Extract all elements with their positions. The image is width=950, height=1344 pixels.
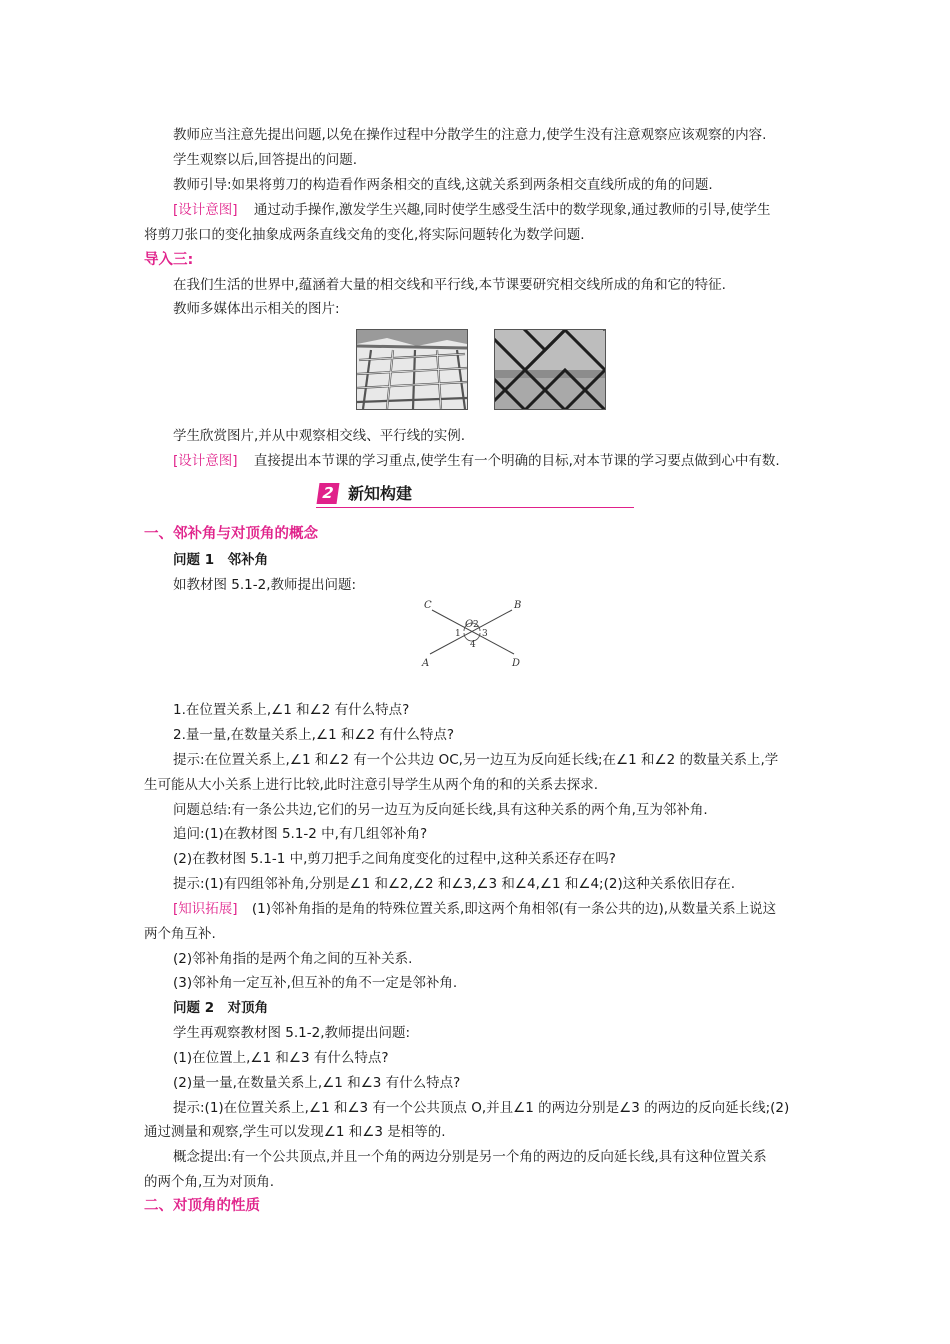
hint3-line-2: 通过测量和观察,学生可以发现∠1 和∠3 是相等的. xyxy=(144,1124,446,1140)
intro-line-3: 教师引导:如果将剪刀的构造看作两条相交的直线,这就关系到两条相交直线所成的角的问题. xyxy=(173,177,713,193)
section-number-badge: 2 xyxy=(317,483,340,504)
question2-intro: 学生再观察教材图 5.1-2,教师提出问题: xyxy=(173,1025,411,1041)
design-intent-text: 通过动手操作,激发学生兴趣,同时使学生感受生活中的数学现象,通过教师的引导,使学生 xyxy=(253,202,771,218)
point-label-o: O xyxy=(465,619,474,630)
design-intent-tag: [设计意图] xyxy=(173,453,238,469)
intro3-line-3: 学生欣赏图片,并从中观察相交线、平行线的实例. xyxy=(173,428,466,444)
knowledge-extension-1-cont: 两个角互补. xyxy=(144,926,216,942)
section-banner-title: 新知构建 xyxy=(348,484,413,503)
design-intent-text: 直接提出本节课的学习重点,使学生有一个明确的目标,对本节课的学习要点做到心中有数. xyxy=(253,453,780,469)
follow-up-1: 追问:(1)在教材图 5.1-2 中,有几组邻补角? xyxy=(173,826,428,842)
knowledge-extension-tag: [知识拓展] xyxy=(173,901,238,917)
hint3-line-1: 提示:(1)在位置关系上,∠1 和∠3 有一个公共顶点 O,并且∠1 的两边分别是∠3 的两边的反向延长线;(2) xyxy=(173,1100,790,1116)
road-grid-photo xyxy=(356,329,468,410)
knowledge-extension-text: (1)邻补角指的是角的特殊位置关系,即这两个角相邻(有一条公共的边),从数量关系上说这 xyxy=(251,901,777,917)
intro3-line-1: 在我们生活的世界中,蕴涵着大量的相交线和平行线,本节课要研究相交线所成的角和它的特征. xyxy=(173,277,726,293)
concept-line-1: 概念提出:有一个公共顶点,并且一个角的两边分别是另一个角的两边的反向延长线,具有这种位置关系 xyxy=(173,1149,767,1165)
question1-item-1: 1.在位置关系上,∠1 和∠2 有什么特点? xyxy=(173,702,410,718)
knowledge-extension-2: (2)邻补角指的是两个角之间的互补关系. xyxy=(173,951,413,967)
point-label-c: C xyxy=(424,600,432,611)
knowledge-extension-3: (3)邻补角一定互补,但互补的角不一定是邻补角. xyxy=(173,975,458,991)
section-banner xyxy=(316,481,634,508)
intersecting-lines-diagram xyxy=(412,596,532,672)
hint2: 提示:(1)有四组邻补角,分别是∠1 和∠2,∠2 和∠3,∠3 和∠4,∠1 和∠4;(2)这种关系依旧存在. xyxy=(173,876,735,892)
intro-line-2: 学生观察以后,回答提出的问题. xyxy=(173,152,358,168)
hint1-line-1: 提示:在位置关系上,∠1 和∠2 有一个公共边 OC,另一边互为反向延长线;在∠1 和∠2 的数量关系上,学 xyxy=(173,752,779,768)
question1-title: 问题 1 邻补角 xyxy=(173,552,269,568)
point-label-b: B xyxy=(514,600,522,611)
concept-line-2: 的两个角,互为对顶角. xyxy=(144,1174,275,1190)
design-intent-tag: [设计意图] xyxy=(173,202,238,218)
hint1-line-2: 生可能从大小关系上进行比较,此时注意引导学生从两个角的和的关系去探求. xyxy=(144,777,599,793)
road-grid-image xyxy=(357,330,467,409)
intro3-line-2: 教师多媒体出示相关的图片: xyxy=(173,301,340,317)
intro-line-1: 教师应当注意先提出问题,以免在操作过程中分散学生的注意力,使学生没有注意观察应该观察的内容. xyxy=(173,127,767,143)
design-intent-1-cont: 将剪刀张口的变化抽象成两条直线交角的变化,将实际问题转化为数学问题. xyxy=(144,227,585,243)
point-label-a: A xyxy=(422,658,430,669)
fence-image xyxy=(495,330,605,409)
question2-item-1: (1)在位置上,∠1 和∠3 有什么特点? xyxy=(173,1050,389,1066)
fence-photo xyxy=(494,329,606,410)
section2-heading: 二、对顶角的性质 xyxy=(144,1198,260,1214)
question2-item-2: (2)量一量,在数量关系上,∠1 和∠3 有什么特点? xyxy=(173,1075,461,1091)
angle-label-1: 1 xyxy=(455,629,461,639)
angle-label-4: 4 xyxy=(470,640,476,650)
question1-item-2: 2.量一量,在数量关系上,∠1 和∠2 有什么特点? xyxy=(173,727,455,743)
question1-intro: 如教材图 5.1-2,教师提出问题: xyxy=(173,577,357,593)
angle-label-3: 3 xyxy=(482,629,488,639)
section1-heading: 一、邻补角与对顶角的概念 xyxy=(144,526,318,542)
follow-up-2: (2)在教材图 5.1-1 中,剪刀把手之间角度变化的过程中,这种关系还存在吗? xyxy=(173,851,616,867)
question1-summary: 问题总结:有一条公共边,它们的另一边互为反向延长线,具有这种关系的两个角,互为邻补角. xyxy=(173,802,708,818)
angle-label-2: 2 xyxy=(473,620,479,630)
intro3-heading: 导入三: xyxy=(144,252,194,268)
design-intent-2 xyxy=(173,452,780,471)
knowledge-extension-1 xyxy=(173,900,776,919)
question2-title: 问题 2 对顶角 xyxy=(173,1000,269,1016)
point-label-d: D xyxy=(512,658,521,669)
design-intent-1 xyxy=(173,201,771,220)
intersecting-lines-figure xyxy=(412,596,532,672)
